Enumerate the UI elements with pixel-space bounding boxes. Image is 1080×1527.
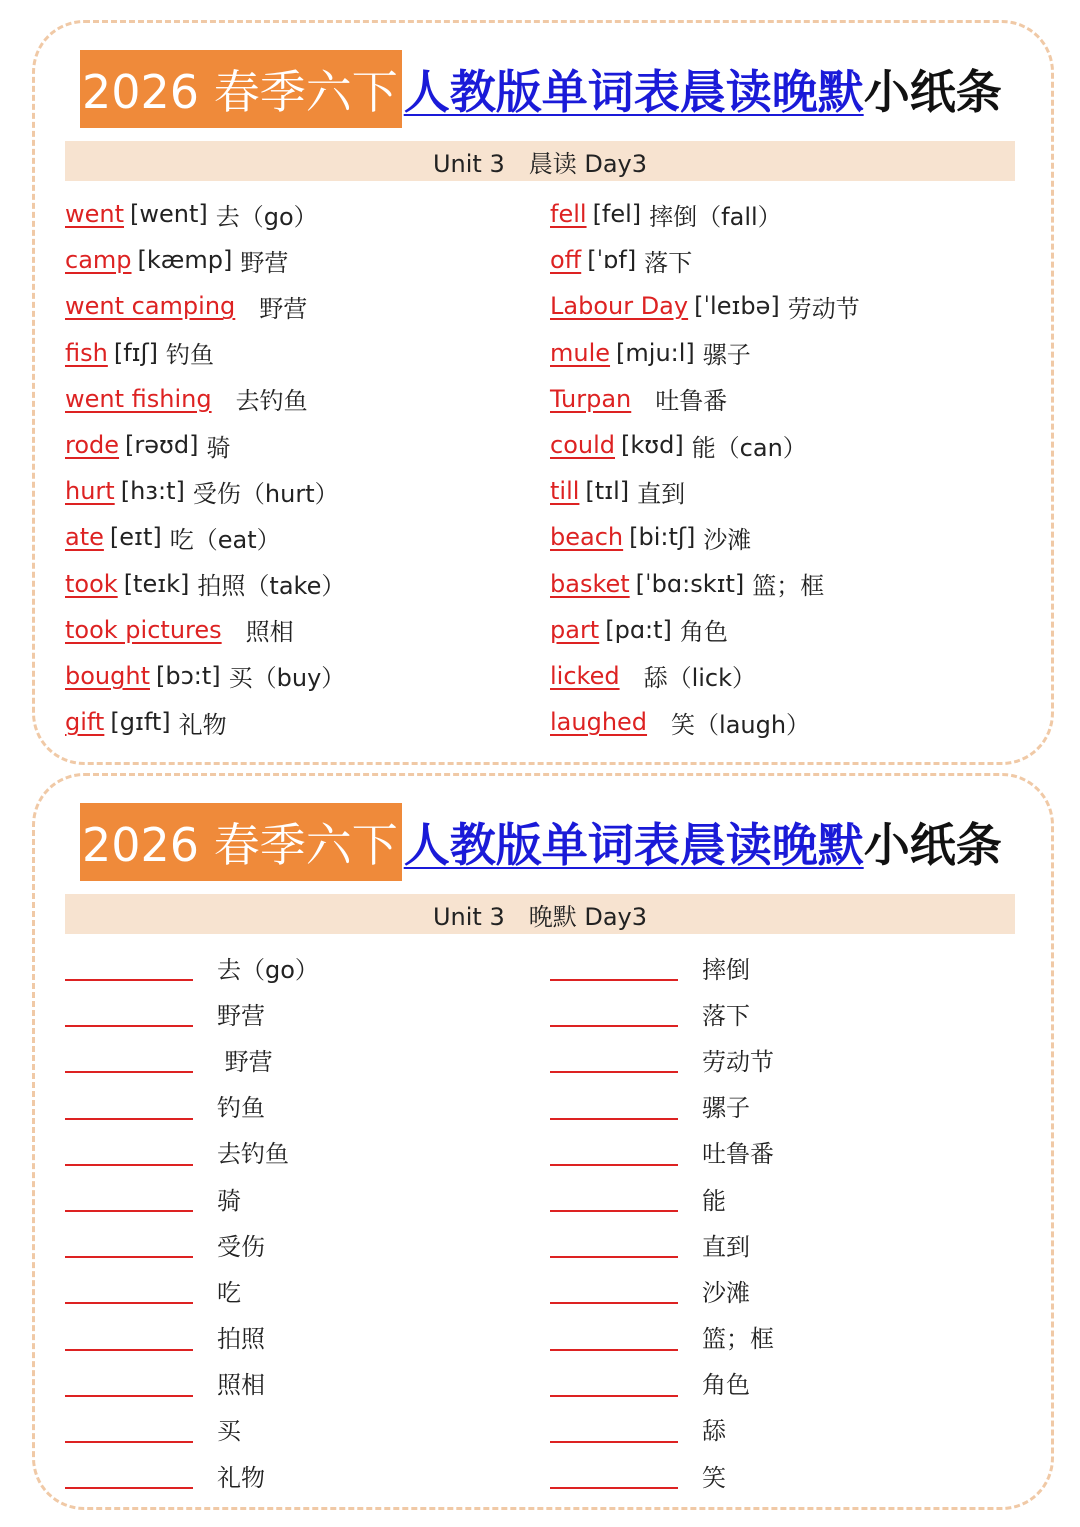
vocab-phonetic: [gɪft] — [110, 708, 171, 737]
vocab-meaning: 钓鱼 — [166, 341, 214, 370]
vocab-row — [550, 653, 1020, 699]
dictation-row — [65, 1267, 535, 1313]
vocab-meaning: 去钓鱼 — [235, 387, 308, 416]
vocab-phonetic: [went] — [130, 200, 208, 229]
vocab-row — [65, 468, 535, 514]
vocab-word: mule — [550, 338, 611, 367]
dictation-meaning: 劳动节 — [702, 1047, 774, 1076]
dictation-meaning: 篮；框 — [702, 1325, 774, 1354]
dictation-row — [550, 1452, 1020, 1498]
dictation-meaning: 吃 — [217, 1278, 241, 1307]
vocab-phonetic: [mju:l] — [616, 338, 695, 367]
morning-right-column — [550, 191, 1020, 745]
vocab-row — [550, 699, 1020, 745]
vocab-meaning: 角色 — [679, 618, 728, 647]
dictation-meaning: 野营 — [217, 1047, 273, 1076]
dictation-row — [550, 1406, 1020, 1452]
vocab-meaning: 摔倒（fall） — [649, 202, 782, 231]
vocab-meaning: 能（can） — [691, 433, 807, 462]
vocab-meaning: 骡子 — [702, 341, 751, 370]
dictation-row — [550, 944, 1020, 990]
dictation-meaning: 骡子 — [702, 1094, 750, 1123]
answer-blank[interactable] — [550, 1092, 678, 1120]
vocab-row — [65, 561, 535, 607]
vocab-row — [65, 376, 535, 422]
answer-blank[interactable] — [550, 1230, 678, 1258]
dictation-row — [550, 1360, 1020, 1406]
title-highlight: 人教版单词表晨读晚默 — [403, 818, 864, 872]
dictation-row — [550, 1221, 1020, 1267]
dictation-meaning: 去钓鱼 — [217, 1140, 289, 1169]
vocab-word: rode — [65, 431, 120, 460]
dictation-meaning: 礼物 — [217, 1463, 265, 1492]
vocab-row — [65, 514, 535, 560]
dictation-row — [550, 1083, 1020, 1129]
vocab-word: could — [550, 431, 615, 460]
title-highlight: 人教版单词表晨读晚默 — [403, 65, 864, 119]
dictation-meaning: 舔 — [702, 1417, 726, 1446]
answer-blank[interactable] — [550, 1276, 678, 1304]
vocab-phonetic: [eɪt] — [109, 523, 162, 552]
answer-blank[interactable] — [65, 1276, 193, 1304]
dictation-meaning: 照相 — [217, 1371, 265, 1400]
vocab-word: ate — [65, 523, 104, 552]
answer-blank[interactable] — [65, 1092, 193, 1120]
vocab-row — [550, 514, 1020, 560]
vocab-meaning: 野营 — [259, 294, 308, 323]
vocab-phonetic: [ˈleɪbə] — [694, 292, 780, 321]
dictation-meaning: 直到 — [702, 1232, 750, 1261]
vocab-row — [65, 699, 535, 745]
vocab-word: Labour Day — [550, 292, 689, 321]
vocab-meaning: 买（buy） — [228, 664, 346, 693]
vocab-row — [65, 237, 535, 283]
dictation-meaning: 野营 — [217, 1001, 265, 1030]
vocab-meaning: 受伤（hurt） — [192, 479, 339, 508]
answer-blank[interactable] — [550, 1461, 678, 1489]
dictation-meaning: 落下 — [702, 1001, 750, 1030]
answer-blank[interactable] — [65, 1461, 193, 1489]
title-year-grade: 2026 春季六下 — [80, 50, 402, 128]
vocab-word: took pictures — [65, 615, 222, 644]
vocab-row — [550, 607, 1020, 653]
evening-band: Unit 3 晚默 Day3 — [65, 894, 1015, 934]
vocab-word: part — [550, 615, 600, 644]
title-suffix: 小纸条 — [863, 65, 1002, 119]
dictation-row — [65, 990, 535, 1036]
dictation-meaning: 骑 — [217, 1186, 241, 1215]
vocab-row — [550, 376, 1020, 422]
dictation-meaning: 拍照 — [217, 1325, 265, 1354]
vocab-meaning: 去（go） — [215, 202, 318, 231]
answer-blank[interactable] — [65, 1045, 193, 1073]
vocab-row — [65, 330, 535, 376]
vocab-meaning: 劳动节 — [787, 294, 860, 323]
answer-blank[interactable] — [65, 1138, 193, 1166]
answer-blank[interactable] — [65, 1323, 193, 1351]
vocab-phonetic: [bi:tʃ] — [629, 523, 696, 552]
answer-blank[interactable] — [65, 1230, 193, 1258]
vocab-meaning: 拍照（take） — [197, 572, 346, 601]
vocab-word: went — [65, 200, 125, 229]
dictation-row — [65, 1036, 535, 1082]
dictation-row — [550, 1267, 1020, 1313]
dictation-meaning: 沙滩 — [702, 1278, 750, 1307]
dictation-meaning: 能 — [702, 1186, 726, 1215]
vocab-word: till — [550, 477, 580, 506]
morning-left-column — [65, 191, 535, 745]
evening-left-column — [65, 944, 535, 1498]
vocab-row — [550, 330, 1020, 376]
dictation-meaning: 吐鲁番 — [702, 1140, 774, 1169]
dictation-meaning: 角色 — [702, 1371, 750, 1400]
morning-title — [80, 50, 1002, 128]
vocab-word: licked — [550, 661, 620, 690]
answer-blank[interactable] — [550, 1323, 678, 1351]
answer-blank[interactable] — [550, 1045, 678, 1073]
dictation-row — [550, 1036, 1020, 1082]
dictation-row — [65, 1406, 535, 1452]
vocab-word: went fishing — [65, 384, 212, 413]
dictation-row — [65, 944, 535, 990]
morning-band: Unit 3 晨读 Day3 — [65, 141, 1015, 181]
vocab-row — [550, 191, 1020, 237]
dictation-row — [550, 1129, 1020, 1175]
vocab-meaning: 落下 — [644, 248, 693, 277]
vocab-word: basket — [550, 569, 630, 598]
vocab-phonetic: [kæmp] — [137, 246, 233, 275]
vocab-meaning: 野营 — [240, 248, 289, 277]
vocab-meaning: 骑 — [206, 433, 231, 462]
vocab-row — [550, 468, 1020, 514]
vocab-word: fish — [65, 338, 108, 367]
title-suffix: 小纸条 — [863, 818, 1002, 872]
answer-blank[interactable] — [550, 953, 678, 981]
vocab-word: camp — [65, 246, 132, 275]
dictation-meaning: 摔倒 — [702, 955, 750, 984]
dictation-meaning: 钓鱼 — [217, 1094, 265, 1123]
vocab-word: fell — [550, 200, 587, 229]
vocab-row — [550, 283, 1020, 329]
vocab-phonetic: [fel] — [592, 200, 642, 229]
vocab-phonetic: [fɪʃ] — [113, 338, 158, 367]
vocab-phonetic: [teɪk] — [123, 569, 190, 598]
vocab-meaning: 直到 — [637, 479, 686, 508]
vocab-word: gift — [65, 708, 105, 737]
vocab-phonetic: [tɪl] — [585, 477, 630, 506]
dictation-row — [65, 1129, 535, 1175]
vocab-word: beach — [550, 523, 624, 552]
vocab-row — [65, 653, 535, 699]
vocab-meaning: 吃（eat） — [169, 525, 281, 554]
dictation-row — [65, 1175, 535, 1221]
vocab-meaning: 吐鲁番 — [655, 387, 728, 416]
vocab-word: took — [65, 569, 118, 598]
answer-blank[interactable] — [65, 1415, 193, 1443]
vocab-word: laughed — [550, 708, 648, 737]
vocab-meaning: 舔（lick） — [643, 664, 757, 693]
vocab-meaning: 沙滩 — [703, 525, 752, 554]
vocab-phonetic: [kʊd] — [621, 431, 684, 460]
dictation-row — [550, 1314, 1020, 1360]
vocab-phonetic: [hɜ:t] — [120, 477, 185, 506]
evening-right-column — [550, 944, 1020, 1498]
vocab-phonetic: [pɑ:t] — [605, 615, 672, 644]
vocab-word: hurt — [65, 477, 115, 506]
evening-title — [80, 803, 1002, 881]
answer-blank[interactable] — [65, 953, 193, 981]
vocab-word: went camping — [65, 292, 236, 321]
answer-blank[interactable] — [550, 1415, 678, 1443]
answer-blank[interactable] — [550, 1184, 678, 1212]
dictation-meaning: 笑 — [702, 1463, 726, 1492]
vocab-row — [65, 422, 535, 468]
answer-blank[interactable] — [65, 1184, 193, 1212]
answer-blank[interactable] — [550, 1369, 678, 1397]
title-year-grade: 2026 春季六下 — [80, 803, 402, 881]
answer-blank[interactable] — [550, 999, 678, 1027]
dictation-row — [65, 1221, 535, 1267]
dictation-meaning: 去（go） — [217, 955, 319, 984]
dictation-row — [65, 1360, 535, 1406]
vocab-meaning: 礼物 — [178, 710, 227, 739]
vocab-word: off — [550, 246, 582, 275]
dictation-row — [550, 990, 1020, 1036]
vocab-row — [550, 422, 1020, 468]
vocab-row — [65, 191, 535, 237]
vocab-meaning: 照相 — [245, 618, 294, 647]
vocab-phonetic: [ˈbɑ:skɪt] — [635, 569, 745, 598]
vocab-phonetic: [ˈɒf] — [587, 246, 637, 275]
vocab-meaning: 笑（laugh） — [671, 710, 811, 739]
vocab-meaning: 篮；框 — [752, 572, 825, 601]
vocab-phonetic: [bɔ:t] — [155, 661, 221, 690]
vocab-row — [550, 237, 1020, 283]
vocab-word: Turpan — [550, 384, 632, 413]
answer-blank[interactable] — [65, 999, 193, 1027]
dictation-row — [65, 1083, 535, 1129]
dictation-row — [65, 1314, 535, 1360]
dictation-meaning: 受伤 — [217, 1232, 265, 1261]
vocab-row — [550, 561, 1020, 607]
vocab-word: bought — [65, 661, 150, 690]
vocab-phonetic: [rəʊd] — [125, 431, 199, 460]
answer-blank[interactable] — [65, 1369, 193, 1397]
vocab-row — [65, 283, 535, 329]
dictation-row — [65, 1452, 535, 1498]
dictation-meaning: 买 — [217, 1417, 241, 1446]
dictation-row — [550, 1175, 1020, 1221]
vocab-row — [65, 607, 535, 653]
answer-blank[interactable] — [550, 1138, 678, 1166]
